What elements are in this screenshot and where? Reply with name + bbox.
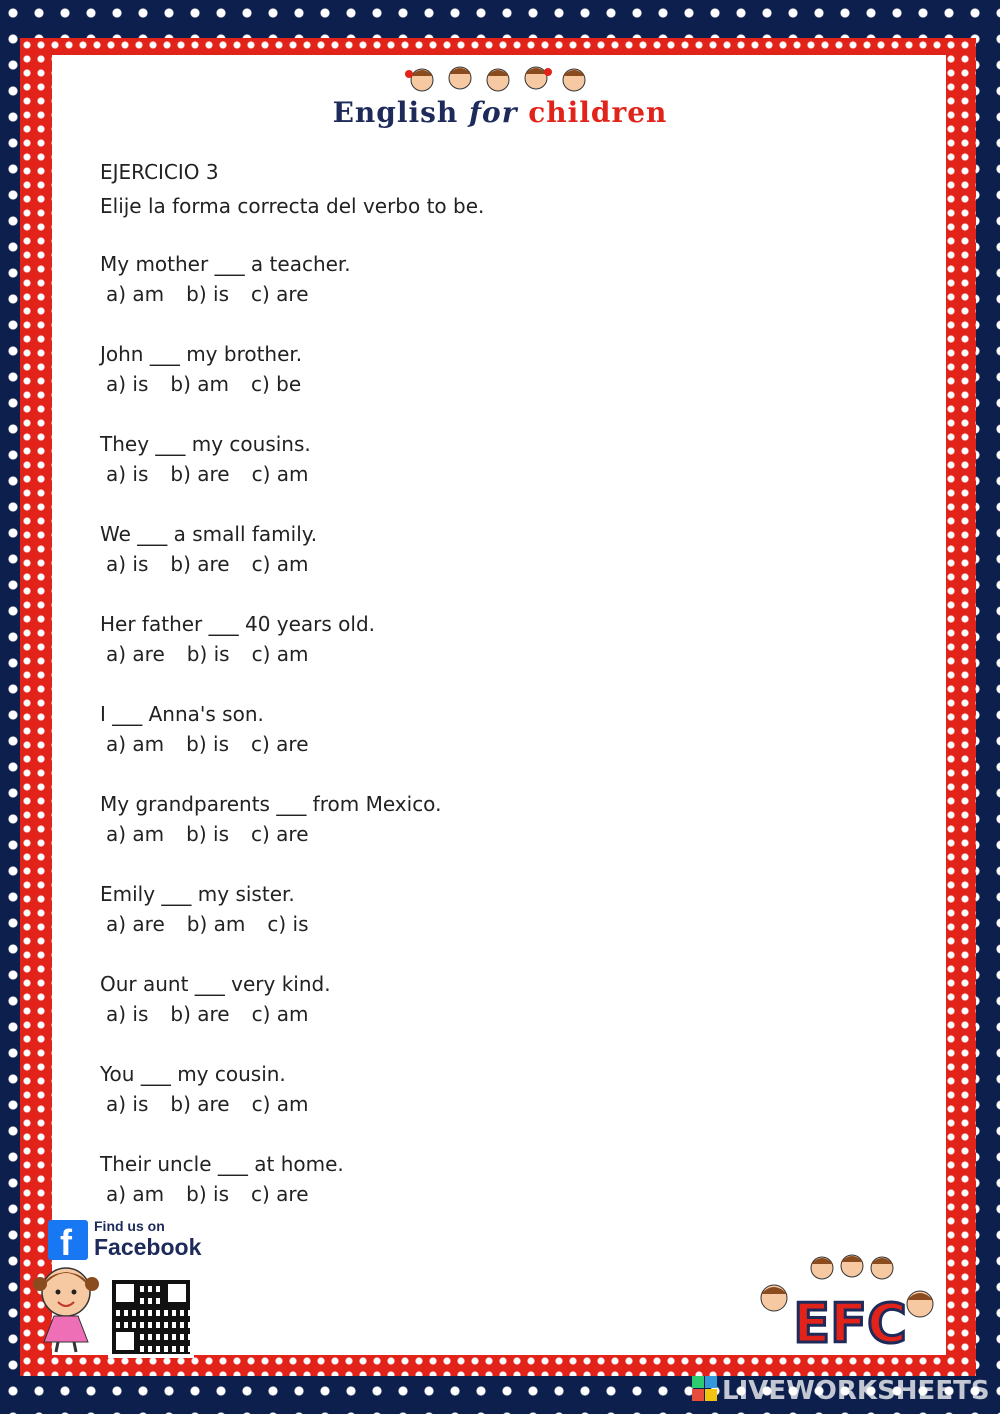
option-a[interactable]: a) is — [106, 372, 149, 396]
question-3 — [100, 429, 900, 489]
watermark-text: LIVEWORKSHEETS — [722, 1376, 990, 1406]
option-c[interactable]: c) be — [251, 372, 302, 396]
exercise-instruction: Elije la forma correcta del verbo to be. — [100, 194, 485, 218]
question-text: They ___ my cousins. — [100, 432, 311, 456]
question-text: My mother ___ a teacher. — [100, 252, 351, 276]
option-a[interactable]: a) are — [106, 912, 165, 936]
option-b[interactable]: b) is — [186, 732, 229, 756]
facebook-find-label: Find us on — [94, 1218, 165, 1234]
question-1 — [100, 249, 900, 309]
liveworksheets-icon — [692, 1376, 718, 1402]
question-10 — [100, 1059, 900, 1119]
question-11 — [100, 1149, 900, 1209]
qr-code-icon[interactable] — [108, 1276, 194, 1358]
option-a[interactable]: a) am — [106, 1182, 165, 1206]
girl-illustration-icon — [28, 1262, 108, 1354]
kids-illustration-icon — [402, 62, 602, 100]
option-c[interactable]: c) is — [267, 912, 309, 936]
option-c[interactable]: c) am — [251, 1002, 309, 1026]
question-8 — [100, 879, 900, 939]
option-c[interactable]: c) are — [251, 1182, 309, 1206]
option-b[interactable]: b) are — [170, 1002, 230, 1026]
option-c[interactable]: c) are — [251, 822, 309, 846]
exercise-content — [100, 155, 900, 1239]
question-6 — [100, 699, 900, 759]
efc-logo-text: EFC — [793, 1292, 907, 1355]
option-b[interactable]: b) are — [170, 462, 230, 486]
option-b[interactable]: b) are — [170, 1092, 230, 1116]
question-9 — [100, 969, 900, 1029]
option-c[interactable]: c) am — [251, 462, 309, 486]
logo-word-english: English — [332, 96, 459, 129]
question-text: Her father ___ 40 years old. — [100, 612, 376, 636]
option-a[interactable]: a) am — [106, 282, 165, 306]
option-a[interactable]: a) am — [106, 732, 165, 756]
question-text: You ___ my cousin. — [100, 1062, 286, 1086]
question-text: I ___ Anna's son. — [100, 702, 264, 726]
liveworksheets-watermark — [692, 1376, 992, 1406]
english-for-children-logo — [330, 62, 670, 140]
question-2 — [100, 339, 900, 399]
logo-word-children: children — [528, 96, 668, 129]
option-c[interactable]: c) am — [251, 1092, 309, 1116]
option-c[interactable]: c) are — [251, 732, 309, 756]
question-5 — [100, 609, 900, 669]
facebook-icon: f — [48, 1220, 88, 1260]
option-b[interactable]: b) am — [186, 912, 246, 936]
option-b[interactable]: b) am — [170, 372, 229, 396]
facebook-badge[interactable] — [48, 1218, 208, 1262]
option-a[interactable]: a) am — [106, 822, 165, 846]
question-text: We ___ a small family. — [100, 522, 318, 546]
efc-logo-icon — [752, 1250, 948, 1360]
option-b[interactable]: b) are — [170, 552, 230, 576]
option-c[interactable]: c) am — [251, 642, 309, 666]
option-a[interactable]: a) is — [106, 1002, 149, 1026]
question-4 — [100, 519, 900, 579]
option-b[interactable]: b) is — [186, 642, 230, 666]
question-7 — [100, 789, 900, 849]
option-b[interactable]: b) is — [186, 822, 229, 846]
option-a[interactable]: a) are — [106, 642, 165, 666]
option-c[interactable]: c) am — [251, 552, 309, 576]
question-list — [100, 249, 900, 1209]
option-c[interactable]: c) are — [251, 282, 309, 306]
question-text: Emily ___ my sister. — [100, 882, 295, 906]
option-a[interactable]: a) is — [106, 462, 149, 486]
exercise-title: EJERCICIO 3 — [100, 160, 219, 184]
question-text: Their uncle ___ at home. — [100, 1152, 344, 1176]
question-text: My grandparents ___ from Mexico. — [100, 792, 442, 816]
question-text: Our aunt ___ very kind. — [100, 972, 331, 996]
logo-word-for: for — [469, 96, 518, 129]
option-b[interactable]: b) is — [186, 1182, 229, 1206]
option-a[interactable]: a) is — [106, 552, 149, 576]
option-a[interactable]: a) is — [106, 1092, 149, 1116]
question-text: John ___ my brother. — [100, 342, 303, 366]
facebook-name-label: Facebook — [94, 1234, 202, 1260]
option-b[interactable]: b) is — [186, 282, 229, 306]
